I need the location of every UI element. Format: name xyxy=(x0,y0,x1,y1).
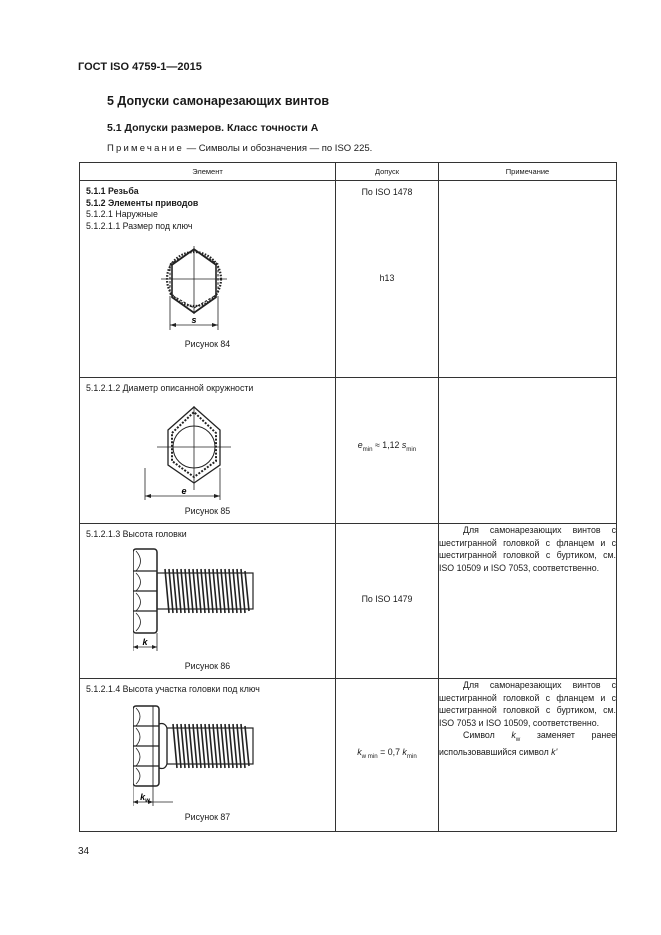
formula-subscript: min xyxy=(362,445,373,453)
note-text: — Символы и обозначения — по ISO 225. xyxy=(184,143,373,154)
figure-label-k: k xyxy=(141,636,148,647)
formula-variable: k xyxy=(402,747,407,757)
tolerance-value: h13 xyxy=(379,273,395,283)
table-row xyxy=(80,181,617,378)
page-number: 34 xyxy=(78,846,90,857)
tolerance-formula xyxy=(336,679,438,760)
hex-bolt-side-view-figure xyxy=(133,547,283,655)
item-wrench-head-height: 5.1.2.1.4 Высота участка головки под ключ xyxy=(86,684,260,694)
document-id: ГОСТ ISO 4759-1—2015 xyxy=(78,61,202,73)
formula-operator: = 0,7 xyxy=(377,747,403,757)
formula-symbol: e xyxy=(357,440,363,450)
figure-caption: Рисунок 86 xyxy=(184,660,231,671)
element-cell xyxy=(80,524,336,679)
item-drives: 5.1.2 Элементы приводов xyxy=(86,197,199,208)
table-row xyxy=(80,679,617,832)
formula-symbol: k xyxy=(357,747,362,757)
remark-cell xyxy=(439,378,617,524)
item-wrench-size: 5.1.2.1.1 Размер под ключ xyxy=(86,220,193,231)
tolerance-cell xyxy=(336,181,439,378)
figure-caption: Рисунок 85 xyxy=(184,505,231,516)
header-tolerance: Допуск xyxy=(336,163,439,181)
figure-label-s: s xyxy=(190,315,197,325)
item-circumcircle: 5.1.2.1.2 Диаметр описанной окружности xyxy=(86,383,254,393)
remark-text: Для самонарезающих винтов с шестигранной головкой с фланцем и с шестигранной головкой с буртиком, см. ISO 7053 и ISO 10509, соответственно. xyxy=(439,680,616,728)
element-cell xyxy=(80,378,336,524)
remark-cell xyxy=(439,524,617,679)
note xyxy=(107,143,372,154)
tolerance-ref: По ISO 1478 xyxy=(361,187,413,197)
remark-part: заменяет ранее использовавшийся символ xyxy=(439,730,616,758)
remark-subscript: w xyxy=(515,735,521,743)
tolerance-cell xyxy=(336,524,439,679)
tolerance-ref: По ISO 1479 xyxy=(361,594,413,604)
remark-symbol-note xyxy=(439,729,616,759)
formula-subscript: min xyxy=(406,752,417,760)
element-cell xyxy=(80,679,336,832)
item-head-height: 5.1.2.1.3 Высота головки xyxy=(86,529,187,539)
remark-symbol: k xyxy=(511,730,516,740)
note-label: Примечание xyxy=(107,143,184,154)
item-external: 5.1.2.1 Наружные xyxy=(86,209,158,219)
figure-caption: Рисунок 87 xyxy=(184,811,231,822)
item-thread: 5.1.1 Резьба xyxy=(86,186,139,196)
subsection-title: 5.1 Допуски размеров. Класс точности А xyxy=(107,122,319,134)
remark-text: Для самонарезающих винтов с шестигранной головкой с фланцем и с шестигранной головкой с буртиком, см. ISO 10509 и ISO 7053, соответственно. xyxy=(439,525,616,573)
tolerance-cell xyxy=(336,679,439,832)
remark-cell xyxy=(439,679,617,832)
figure-label-w: w xyxy=(144,797,150,804)
formula-operator: ≈ 1,12 xyxy=(372,440,402,450)
header-element: Элемент xyxy=(80,163,336,181)
figure-caption: Рисунок 84 xyxy=(184,339,231,349)
formula-subscript: w min xyxy=(361,752,378,760)
header-remark: Примечание xyxy=(439,163,617,181)
tolerance-table xyxy=(79,162,617,832)
section-title: 5 Допуски самонарезающих винтов xyxy=(107,94,330,108)
table-row xyxy=(80,524,617,679)
formula-variable: s xyxy=(401,440,407,450)
table-row xyxy=(80,378,617,524)
hex-bolt-wrench-height-figure xyxy=(133,702,283,810)
element-cell xyxy=(80,181,336,378)
hex-head-top-view-figure xyxy=(133,240,283,352)
remark-part: Символ xyxy=(463,730,512,740)
tolerance-formula xyxy=(336,378,438,453)
remark-old-symbol: k' xyxy=(551,747,558,758)
formula-subscript: min xyxy=(406,445,417,453)
table-header-row xyxy=(80,163,617,181)
remark-cell xyxy=(439,181,617,378)
tolerance-cell xyxy=(336,378,439,524)
figure-label-e: e xyxy=(180,485,187,496)
figure-label-k: k xyxy=(139,791,145,802)
hex-circumcircle-figure xyxy=(133,398,283,504)
